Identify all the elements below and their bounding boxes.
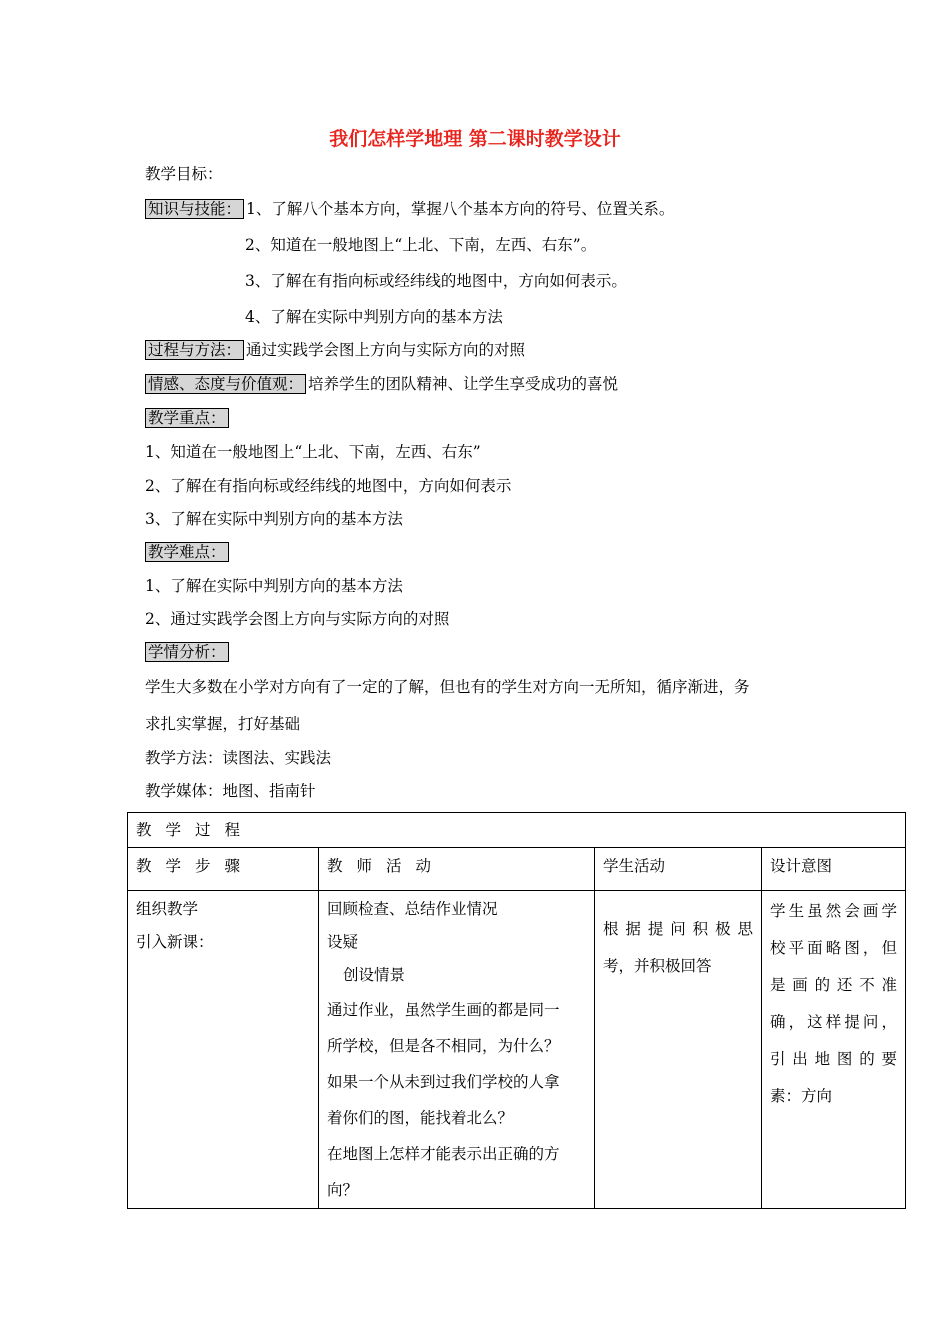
teacher-line-4: 通过作业，虽然学生画的都是同一 bbox=[327, 1001, 560, 1019]
knowledge-label: 知识与技能： bbox=[145, 199, 244, 219]
student-line-2: 考，并积极回答 bbox=[603, 957, 712, 975]
process-text: 通过实践学会图上方向与实际方向的对照 bbox=[246, 341, 526, 359]
process-section bbox=[145, 340, 525, 360]
difficulties-section bbox=[145, 542, 231, 562]
process-table bbox=[127, 812, 906, 1209]
step-1: 组织教学 bbox=[136, 900, 199, 918]
teaching-method: 教学方法：读图法、实践法 bbox=[145, 749, 332, 767]
difficulties-label: 教学难点： bbox=[145, 542, 229, 562]
step-2: 引入新课： bbox=[136, 933, 214, 951]
analysis-line-2: 求扎实掌握，打好基础 bbox=[145, 715, 301, 733]
table-caption: 教学过程 bbox=[128, 813, 906, 848]
analysis-label: 学情分析： bbox=[145, 642, 229, 662]
header-student: 学生活动 bbox=[595, 848, 762, 891]
knowledge-item-1: 1、了解八个基本方向，掌握八个基本方向的符号、位置关系。 bbox=[246, 200, 675, 218]
key-point-3: 3、了解在实际中判别方向的基本方法 bbox=[145, 510, 403, 528]
difficulty-1: 1、了解在实际中判别方向的基本方法 bbox=[145, 577, 403, 595]
key-point-1: 1、知道在一般地图上“上北、下南，左西、右东” bbox=[145, 443, 481, 461]
header-intent: 设计意图 bbox=[762, 848, 906, 891]
knowledge-section bbox=[145, 199, 674, 219]
teacher-line-2: 设疑 bbox=[327, 933, 359, 951]
intent-line-6: 素：方向 bbox=[770, 1087, 833, 1105]
teacher-line-6: 如果一个从未到过我们学校的人拿 bbox=[327, 1073, 560, 1091]
analysis-line-1: 学生大多数在小学对方向有了一定的了解，但也有的学生对方向一无所知，循序渐进，务 bbox=[145, 678, 750, 696]
teacher-line-7: 着你们的图，能找着北么？ bbox=[327, 1109, 514, 1127]
teacher-line-1: 回顾检查、总结作业情况 bbox=[327, 900, 498, 918]
document-title: 我们怎样学地理 第二课时教学设计 bbox=[329, 128, 621, 150]
cell-steps bbox=[128, 891, 319, 1209]
teacher-line-8: 在地图上怎样才能表示出正确的方 bbox=[327, 1145, 560, 1163]
emotion-text: 培养学生的团队精神、让学生享受成功的喜悦 bbox=[308, 375, 619, 393]
teacher-line-5: 所学校，但是各不相同，为什么？ bbox=[327, 1037, 560, 1055]
cell-intent bbox=[762, 891, 906, 1209]
process-label: 过程与方法： bbox=[145, 340, 244, 360]
cell-student bbox=[595, 891, 762, 1209]
intent-line-4: 确，这样提问， bbox=[770, 1013, 897, 1031]
key-points-section bbox=[145, 408, 231, 428]
table-header-row bbox=[128, 848, 906, 891]
intent-line-3: 是画的还不准 bbox=[770, 976, 897, 994]
table-caption-row bbox=[128, 813, 906, 848]
key-points-label: 教学重点： bbox=[145, 408, 229, 428]
header-steps: 教学步骤 bbox=[128, 848, 319, 891]
teacher-line-3: 创设情景 bbox=[343, 966, 406, 984]
analysis-section bbox=[145, 642, 231, 662]
cell-teacher bbox=[319, 891, 595, 1209]
key-point-2: 2、了解在有指向标或经纬线的地图中，方向如何表示 bbox=[145, 477, 512, 495]
table-row bbox=[128, 891, 906, 1209]
emotion-section bbox=[145, 374, 618, 394]
student-line-1: 根据提问积极思 bbox=[603, 920, 753, 938]
knowledge-item-3: 3、了解在有指向标或经纬线的地图中，方向如何表示。 bbox=[245, 272, 627, 290]
goal-heading: 教学目标： bbox=[145, 165, 223, 183]
knowledge-item-2: 2、知道在一般地图上“上北、下南，左西、右东”。 bbox=[245, 236, 597, 254]
intent-line-2: 校平面略图，但 bbox=[770, 939, 897, 957]
header-teacher: 教师活动 bbox=[319, 848, 595, 891]
teacher-line-9: 向？ bbox=[327, 1181, 359, 1199]
intent-line-5: 引出地图的要 bbox=[770, 1050, 897, 1068]
knowledge-item-4: 4、了解在实际中判别方向的基本方法 bbox=[245, 308, 503, 326]
teaching-media: 教学媒体：地图、指南针 bbox=[145, 782, 316, 800]
emotion-label: 情感、态度与价值观： bbox=[145, 374, 306, 394]
difficulty-2: 2、通过实践学会图上方向与实际方向的对照 bbox=[145, 610, 450, 628]
intent-line-1: 学生虽然会画学 bbox=[770, 902, 897, 920]
